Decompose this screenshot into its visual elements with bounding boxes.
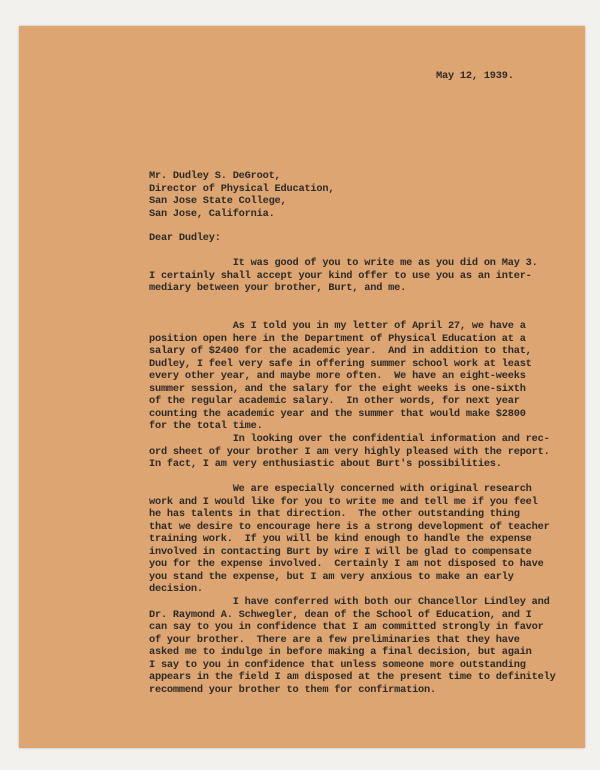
recipient-address: Mr. Dudley S. DeGroot, Director of Physical Education, San Jose State College, San Jose, California. — [149, 170, 335, 220]
letter-date: May 12, 1939. — [436, 70, 514, 82]
paragraph-4: We are especially concerned with original research work and I would like for you to write me and tell me if you feel he has talents in that direction. The other outstanding thing that we desire to encourage here is a strong development of teacher training work. If you will be kind enough to handle the expense involved in contacting Burt by wire I will be glad to compensate you for the expense involved. Certainly I am not disposed to have you stand the expense, but I am very anxious to make an early decision. — [149, 483, 550, 595]
paragraph-2: As I told you in my letter of April 27, we have a position open here in the Department of Physical Education at a salary of $2400 for the academic year. And in addition to that, Dudley, I feel very safe in offering summer school work at least every other year, and maybe more often. We have an eight-weeks summer session, and the salary for the eight weeks is one-sixth of the regular academic salary. In other words, for next year counting the academic year and the summer that would make $2800 for the total time. — [149, 320, 532, 432]
paragraph-3: In looking over the confidential information and rec- ord sheet of your brother I am very highly pleased with the report. In fact, I am very enthusiastic about Burt's possibilities. — [149, 433, 550, 470]
salutation: Dear Dudley: — [149, 232, 221, 244]
paragraph-5: I have conferred with both our Chancellor Lindley and Dr. Raymond A. Schwegler, dean of the School of Education, and I can say to you in confidence that I am committed strongly in favor of your brother. There are a few preliminaries that they have asked me to indulge in before making a final decision, but again I say to you in confidence that unless someone more outstanding appears in the field I am disposed at the present time to definitely recommend your brother to them for confirmation. — [149, 596, 556, 696]
letter-page — [19, 26, 585, 748]
paragraph-1: It was good of you to write me as you did on May 3. I certainly shall accept your kind offer to use you as an inter- mediary between your brother, Burt, and me. — [149, 257, 538, 294]
